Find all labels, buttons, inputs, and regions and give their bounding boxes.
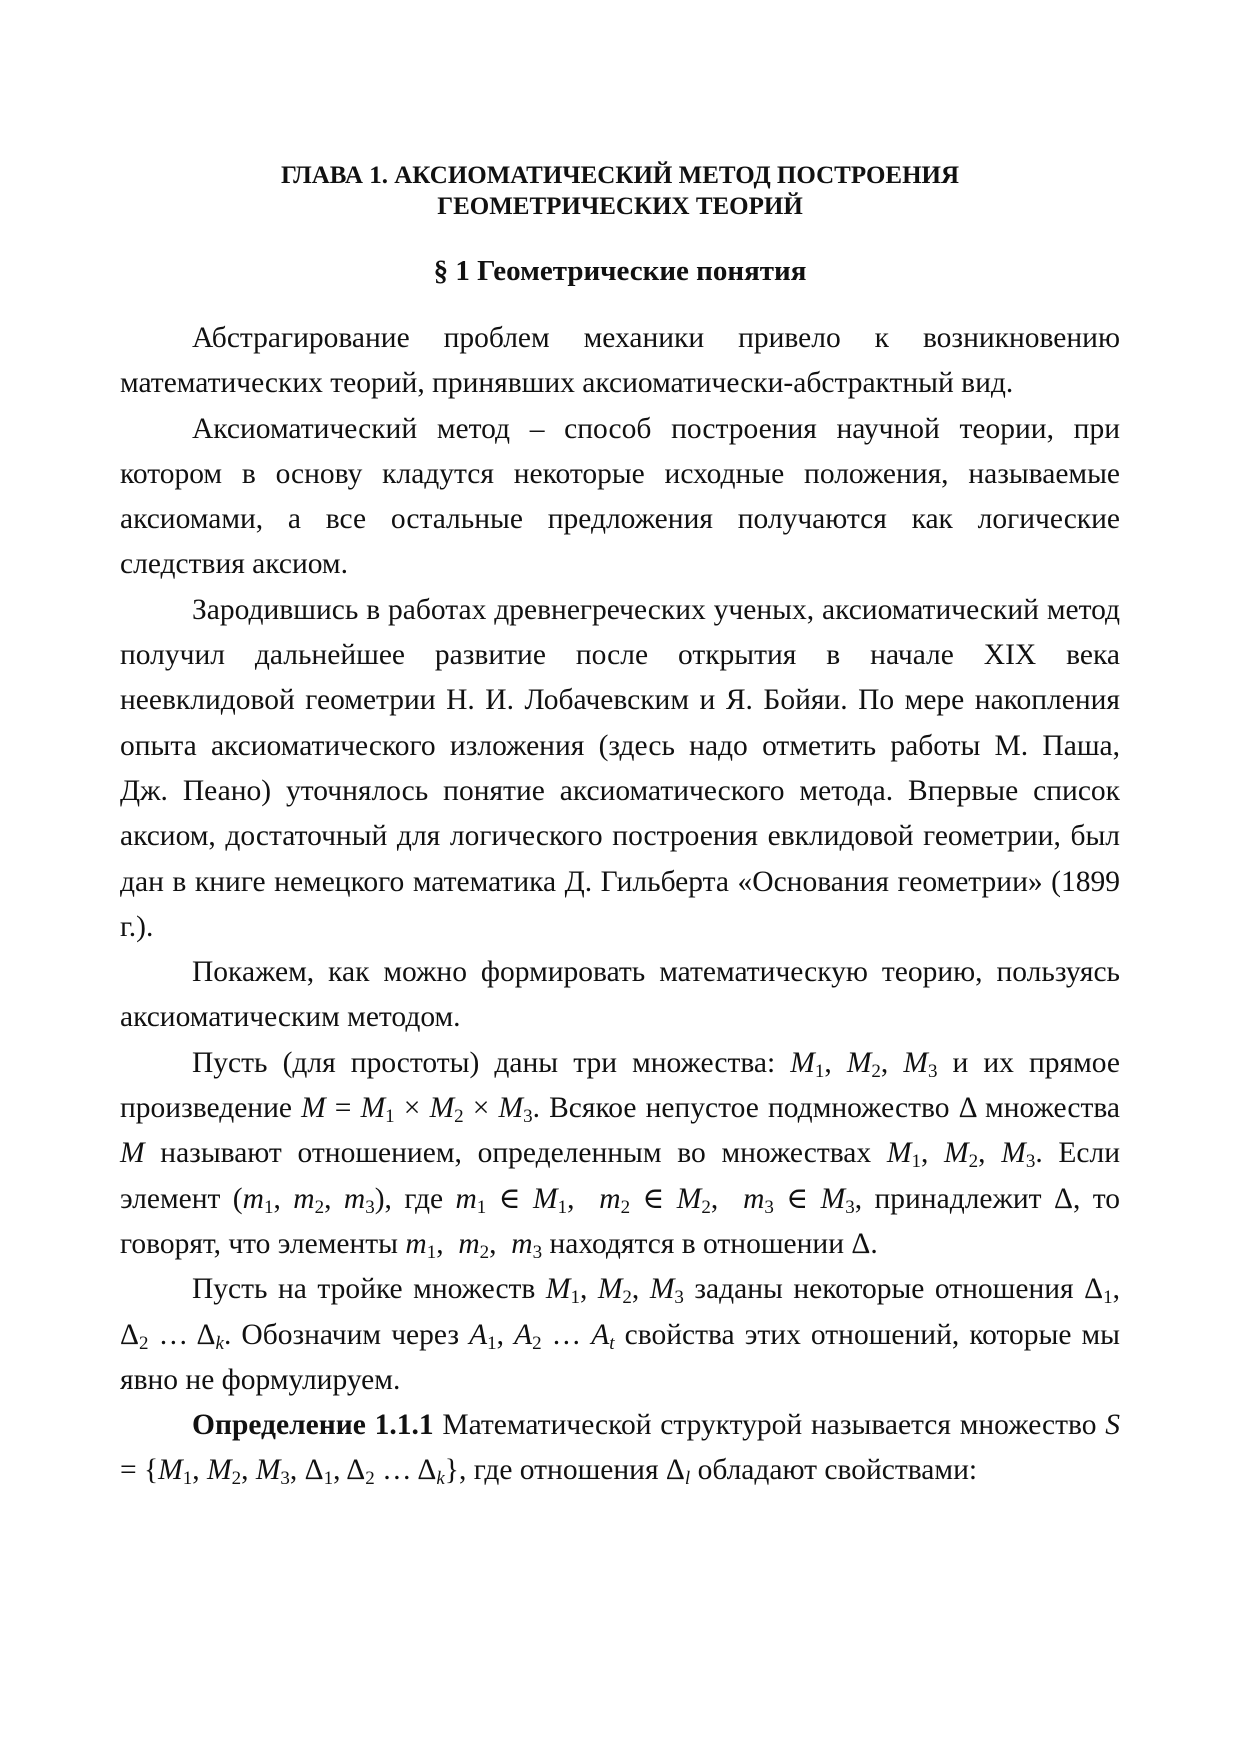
paragraph-7-definition: Определение 1.1.1 Математической структурой называется множество $S = \{M_1$, $M_2$, $M_3$, $\Delta_1$, $\Delta_2$ … $\Delta_k$}, где отношения $\Delta_l$ обладают свойствами: <box>120 1409 1120 1490</box>
definition-label: Определение 1.1.1 <box>192 1409 434 1442</box>
paragraph-1: Абстрагирование проблем механики привело к возникновению математических теорий, принявших аксиоматически-абстрактный вид. <box>120 322 1120 400</box>
chapter-title-line-2: ГЕОМЕТРИЧЕСКИХ ТЕОРИЙ <box>437 193 803 220</box>
paragraph-4: Покажем, как можно формировать математическую теорию, пользуясь аксиоматическим методом. <box>120 956 1120 1034</box>
document-body <box>120 316 1120 1494</box>
paragraph-3: Зародившись в работах древнегреческих ученых, аксиоматический метод получил дальнейшее развитие после открытия в начале XIX века неевклидовой геометрии Н. И. Лобачевским и Я. Бойяи. По мере накопления опыта аксиоматического изложения (здесь надо отметить работы М. Паша, Дж. Пеано) уточнялось понятие аксиоматического метода. Впервые список аксиом, достаточный для логического построения евклидовой геометрии, был дан в книге немецкого математика Д. Гильберта «Основания геометрии» (1899 г.). <box>120 593 1120 943</box>
paragraph-6: Пусть на тройке множеств $M_1$, $M_2$, $M_3$ заданы некоторые отношения $\Delta_1$, $\Delta_2$ … $\Delta_k$. Обозначим через $A_1$, $A_2$ … $A_t$ свойства этих отношений, которые мы явно не формулируем. <box>120 1273 1121 1396</box>
paragraph-2: Аксиоматический метод – способ построения научной теории, при котором в основу кладутся некоторые исходные положения, называемые аксиомами, а все остальные предложения получаются как логические следствия аксиом. <box>120 412 1120 581</box>
chapter-title-line-1: ГЛАВА 1. АКСИОМАТИЧЕСКИЙ МЕТОД ПОСТРОЕНИЯ <box>280 162 960 189</box>
section-title: § 1 Геометрические понятия <box>433 255 807 287</box>
paragraph-5: Пусть (для простоты) даны три множества: $M_1$, $M_2$, $M_3$ и их прямое произведение $M = M_1 \times M_2 \times M_3$. Всякое непустое подмножество Δ множества M называют отношением, определенным во множествах $M_1$, $M_2$, $M_3$. Если элемент ($m_1$, $m_2$, $m_3$), где $m_1$ ∈ $M_1$, $m_2$ ∈ $M_2$, $m_3$ ∈ $M_3$, принадлежит Δ, то говорят, что элементы $m_1$, $m_2$, $m_3$ находятся в отношении Δ. <box>120 1046 1121 1263</box>
chapter-title <box>120 160 1120 222</box>
